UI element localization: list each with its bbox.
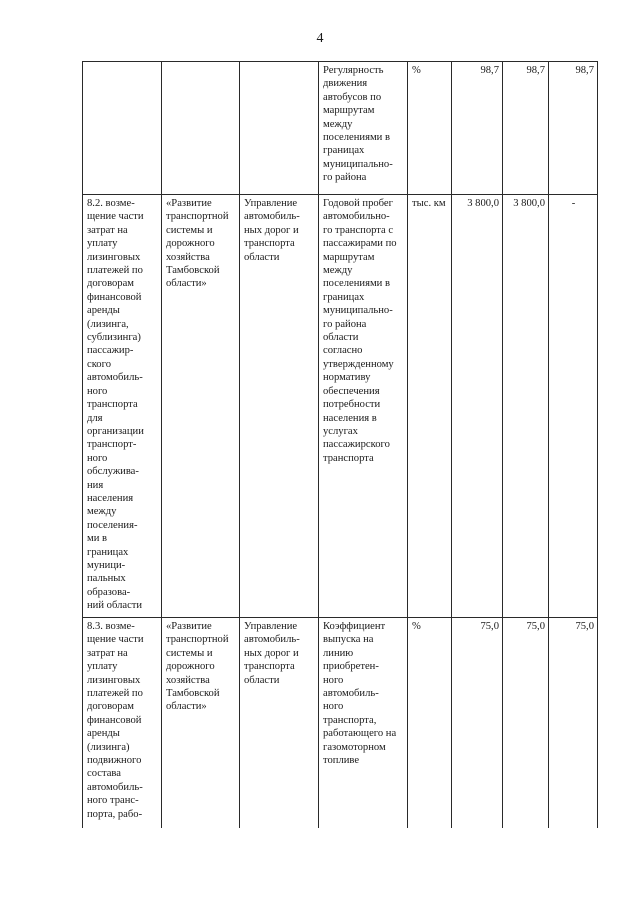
event-cell: 8.3. возме- щение части затрат на уплату лизинговых платежей по договорам финансовой аренды (лизинга) подвижного состава автомобиль- ного транс- порта, рабо- bbox=[83, 618, 162, 829]
event-cell bbox=[83, 62, 162, 195]
indicator-cell: Годовой пробег автомобильно- го транспорта с пассажирами по маршрутам между поселениями в границах муниципально- го района области согласно утвержденному нормативу обеспечения потребности населения в услугах пассажирского транспорта bbox=[319, 195, 408, 618]
unit-cell: % bbox=[408, 62, 452, 195]
table-row bbox=[83, 618, 598, 829]
indicator-cell: Коэффициент выпуска на линию приобретен- ного автомобиль- ного транспорта, работающего на газомоторном топливе bbox=[319, 618, 408, 829]
unit-cell: % bbox=[408, 618, 452, 829]
value-cell-3: 75,0 bbox=[549, 618, 598, 829]
value-cell-2: 75,0 bbox=[503, 618, 549, 829]
value-cell-1: 98,7 bbox=[452, 62, 503, 195]
event-cell: 8.2. возме- щение части затрат на уплату лизинговых платежей по договорам финансовой аренды (лизинга, сублизинга) пассажир- ского автомобиль- ного транспорта для организации транспорт- ного обслужива- ния населения между поселения- ми в границах муници- пальных образова- ний области bbox=[83, 195, 162, 618]
program-cell: «Развитие транспортной системы и дорожного хозяйства Тамбовской области» bbox=[162, 618, 240, 829]
executor-cell bbox=[240, 62, 319, 195]
executor-cell: Управление автомобиль- ных дорог и транспорта области bbox=[240, 195, 319, 618]
program-indicators-table bbox=[82, 61, 598, 828]
value-cell-2: 98,7 bbox=[503, 62, 549, 195]
unit-cell: тыс. км bbox=[408, 195, 452, 618]
value-cell-3: 98,7 bbox=[549, 62, 598, 195]
executor-cell: Управление автомобиль- ных дорог и транспорта области bbox=[240, 618, 319, 829]
table-row bbox=[83, 195, 598, 618]
value-cell-3: - bbox=[549, 195, 598, 618]
program-cell bbox=[162, 62, 240, 195]
value-cell-1: 75,0 bbox=[452, 618, 503, 829]
program-cell: «Развитие транспортной системы и дорожного хозяйства Тамбовской области» bbox=[162, 195, 240, 618]
table-row bbox=[83, 62, 598, 195]
indicator-cell: Регулярность движения автобусов по маршрутам между поселениями в границах муниципально- го района bbox=[319, 62, 408, 195]
page-number: 4 bbox=[316, 31, 324, 46]
value-cell-1: 3 800,0 bbox=[452, 195, 503, 618]
value-cell-2: 3 800,0 bbox=[503, 195, 549, 618]
